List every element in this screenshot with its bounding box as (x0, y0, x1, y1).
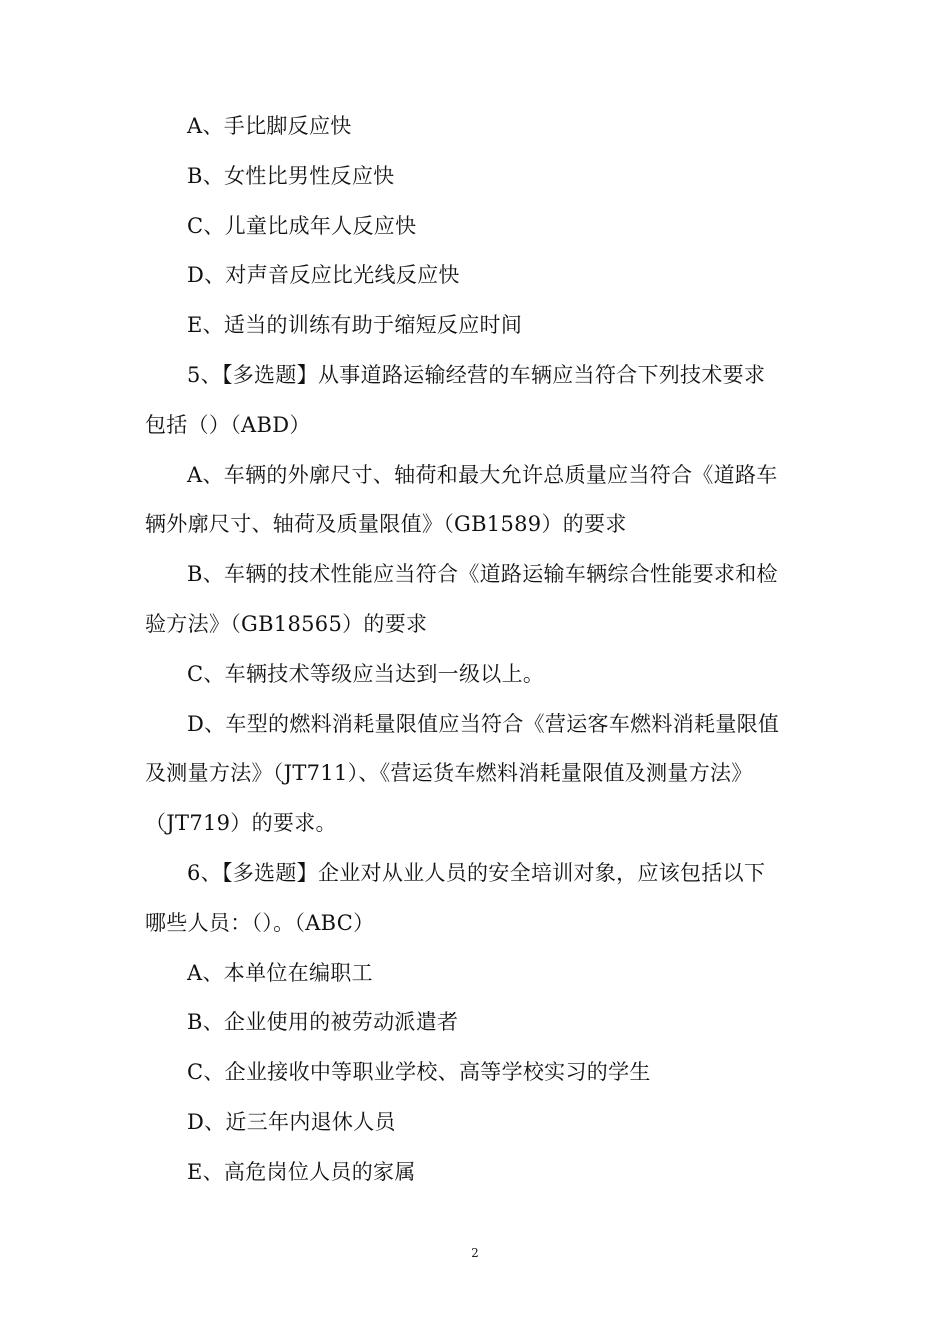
q5-option-a-line-1: A、车辆的外廓尺寸、轴荷和最大允许总质量应当符合《道路车 (187, 462, 778, 487)
q6-option-a: A、本单位在编职工 (187, 960, 373, 985)
q5-option-d-line-3: （JT719）的要求。 (145, 811, 337, 836)
q4-option-a: A、手比脚反应快 (187, 114, 352, 138)
q4-option-c: C、儿童比成年人反应快 (187, 213, 417, 238)
q5-option-d-line-2: 及测量方法》（JT711）、《营运货车燃料消耗量限值及测量方法》 (145, 761, 753, 786)
q6-option-d: D、近三年内退休人员 (187, 1109, 396, 1134)
q6-option-e: E、高危岗位人员的家属 (187, 1159, 416, 1184)
q6-option-c: C、企业接收中等职业学校、高等学校实习的学生 (187, 1060, 651, 1085)
q4-option-b: B、女性比男性反应快 (187, 163, 395, 188)
q5-option-a-line-2: 辆外廓尺寸、轴荷及质量限值》（GB1589）的要求 (145, 512, 627, 537)
page-number: 2 (471, 1246, 479, 1260)
q5-question-line-2: 包括（）（ABD） (145, 412, 311, 437)
q5-question-line-1: 5、【多选题】从事道路运输经营的车辆应当符合下列技术要求 (187, 362, 766, 387)
document-body (145, 102, 810, 1198)
q6-question-line-2: 哪些人员：（）。（ABC） (145, 910, 375, 935)
q6-question-line-1: 6、【多选题】企业对从业人员的安全培训对象，应该包括以下 (187, 860, 766, 885)
q5-option-d-line-1: D、车型的燃料消耗量限值应当符合《营运客车燃料消耗量限值 (187, 711, 780, 736)
q4-option-e: E、适当的训练有助于缩短反应时间 (187, 313, 523, 338)
q6-option-b: B、企业使用的被劳动派遣者 (187, 1010, 459, 1035)
q5-option-b-line-1: B、车辆的技术性能应当符合《道路运输车辆综合性能要求和检 (187, 562, 778, 587)
q5-option-c: C、车辆技术等级应当达到一级以上。 (187, 661, 545, 686)
q5-option-b-line-2: 验方法》（GB18565）的要求 (145, 611, 428, 636)
q4-option-d: D、对声音反应比光线反应快 (187, 263, 460, 288)
